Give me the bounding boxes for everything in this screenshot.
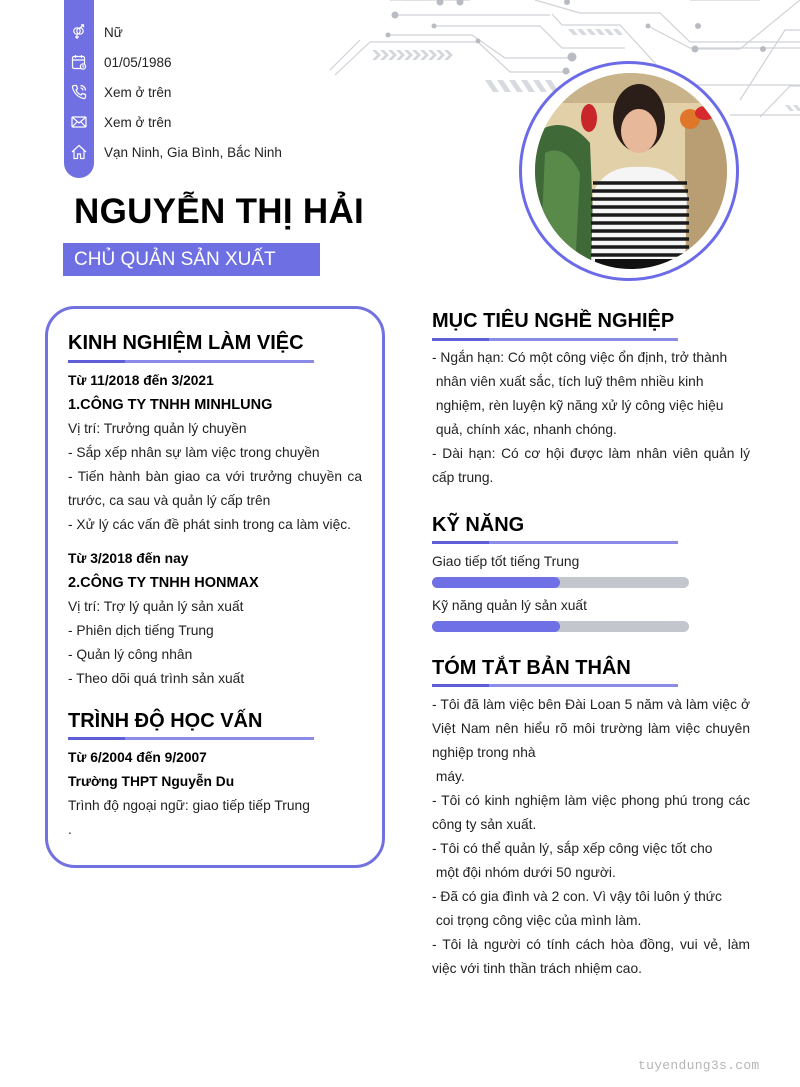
objective-divider <box>432 338 678 341</box>
summary-line: việc với tinh thần trách nhiệm cao. <box>432 961 642 976</box>
contact-birthdate <box>64 47 172 77</box>
contact-gender <box>64 17 123 47</box>
summary-line: - Đã có gia đình và 2 con. Vì vậy tôi luôn ý thức <box>432 889 722 904</box>
email-value: Xem ở trên <box>104 114 172 130</box>
job-2-period: Từ 3/2018 đến nay <box>68 551 189 566</box>
contact-phone <box>64 77 171 107</box>
job-1-duty: - Xử lý các vấn đề phát sinh trong ca làm việc. <box>68 517 352 532</box>
birthdate-value: 01/05/1986 <box>104 54 172 70</box>
summary-title: TÓM TẮT BẢN THÂN <box>432 657 631 679</box>
job-1-duty: - Sắp xếp nhân sự làm việc trong chuyền <box>68 445 320 460</box>
education-trailing: . <box>68 822 72 837</box>
job-title-badge: CHỦ QUẢN SẢN XUẤT <box>63 243 320 276</box>
job-1-duty: trước, ca sau và quản lý cấp trên <box>68 493 271 508</box>
objective-line: nghiệm, rèn luyện kỹ năng xử lý công việc hiệu <box>432 398 724 413</box>
candidate-name: NGUYỄN THỊ HẢI <box>74 192 365 231</box>
education-period: Từ 6/2004 đến 9/2007 <box>68 750 207 765</box>
mail-icon <box>64 107 94 137</box>
job-2-company: 2.CÔNG TY TNHH HONMAX <box>68 575 259 591</box>
job-2-duty: - Quản lý công nhân <box>68 647 193 662</box>
gender-value: Nữ <box>104 24 123 40</box>
skill-label: Kỹ năng quản lý sản xuất <box>432 598 587 613</box>
objective-line: quả, chính xác, nhanh chóng. <box>432 422 617 437</box>
skill-bar-fill <box>432 577 560 588</box>
education-detail: Trình độ ngoại ngữ: giao tiếp tiếp Trung <box>68 798 310 813</box>
experience-title: KINH NGHIỆM LÀM VIỆC <box>68 332 304 354</box>
job-1-duty: - Tiến hành bàn giao ca với trưởng chuyền ca <box>68 469 362 484</box>
address-value: Vạn Ninh, Gia Bình, Bắc Ninh <box>104 144 282 160</box>
summary-line: công ty sản xuất. <box>432 817 537 832</box>
calendar-icon <box>64 47 94 77</box>
skill-bar <box>432 621 689 632</box>
summary-line: coi trọng công việc của mình làm. <box>432 913 642 928</box>
objective-line: - Ngắn hạn: Có một công việc ổn định, trở thành <box>432 350 728 365</box>
summary-line: nghiệp trong nhà <box>432 745 536 760</box>
skill-label: Giao tiếp tốt tiếng Trung <box>432 554 580 569</box>
profile-photo <box>535 73 727 269</box>
skills-divider <box>432 541 678 544</box>
phone-icon <box>64 77 94 107</box>
watermark: tuyendung3s.com <box>638 1058 760 1073</box>
education-divider <box>68 737 314 740</box>
contact-email <box>64 107 171 137</box>
job-2-duty: - Theo dõi quá trình sản xuất <box>68 671 245 686</box>
summary-line: Việt Nam nên hiểu rõ môi trường làm việc chuyên <box>432 721 750 736</box>
summary-line: một đội nhóm dưới 50 người. <box>432 865 616 880</box>
summary-line: máy. <box>432 769 465 784</box>
education-school: Trường THPT Nguyễn Du <box>68 774 235 789</box>
skill-bar <box>432 577 689 588</box>
experience-divider <box>68 360 314 363</box>
objective-line: nhân viên xuất sắc, tích luỹ thêm nhiều kinh <box>432 374 704 389</box>
summary-line: - Tôi có kinh nghiệm làm việc phong phú trong các <box>432 793 750 808</box>
job-1-position: Vị trí: Trưởng quản lý chuyền <box>68 421 247 436</box>
summary-divider <box>432 684 678 687</box>
summary-line: - Tôi có thể quản lý, sắp xếp công việc tốt cho <box>432 841 713 856</box>
gender-icon <box>64 17 94 47</box>
summary-line: - Tôi đã làm việc bên Đài Loan 5 năm và làm việc ở <box>432 697 750 712</box>
job-1-company: 1.CÔNG TY TNHH MINHLUNG <box>68 397 273 413</box>
phone-value: Xem ở trên <box>104 84 172 100</box>
skill-bar-fill <box>432 621 560 632</box>
objective-title: MỤC TIÊU NGHỀ NGHIỆP <box>432 310 675 332</box>
job-2-duty: - Phiên dịch tiếng Trung <box>68 623 214 638</box>
home-icon <box>64 137 94 167</box>
objective-line: cấp trung. <box>432 470 494 485</box>
skills-title: KỸ NĂNG <box>432 514 525 536</box>
job-2-position: Vị trí: Trợ lý quản lý sản xuất <box>68 599 244 614</box>
job-1-period: Từ 11/2018 đến 3/2021 <box>68 373 214 388</box>
contact-address <box>64 137 282 167</box>
education-title: TRÌNH ĐỘ HỌC VẤN <box>68 710 263 732</box>
summary-line: - Tôi là người có tính cách hòa đồng, vui vẻ, làm <box>432 937 750 952</box>
objective-line: - Dài hạn: Có cơ hội được làm nhân viên quản lý <box>432 446 750 461</box>
